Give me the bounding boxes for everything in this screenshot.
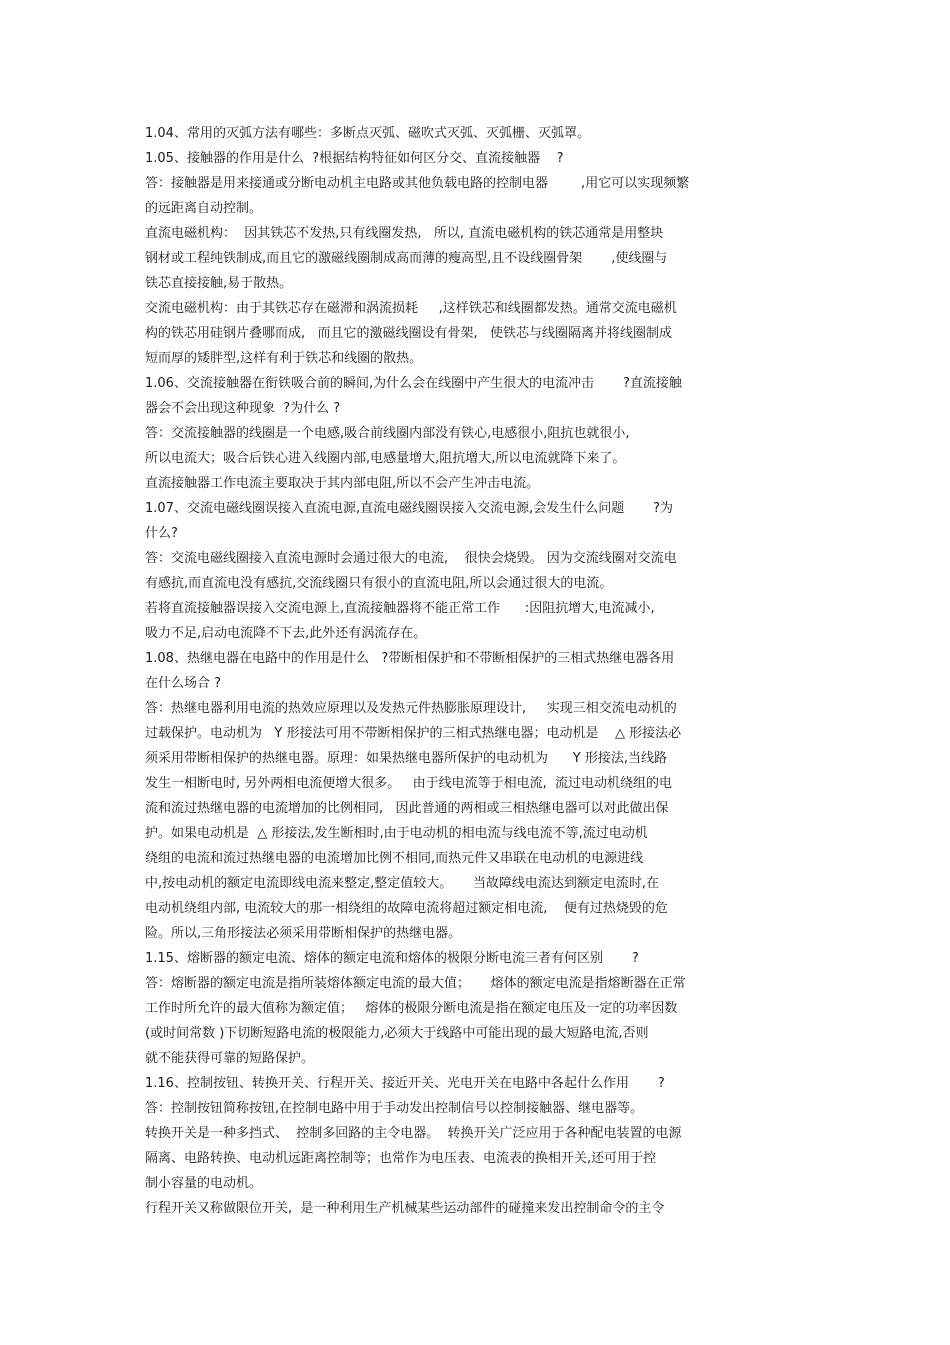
text-line: 护。如果电动机是 △ 形接法,发生断相时,由于电动机的相电流与线电流不等,流过电动机 bbox=[145, 826, 648, 841]
text-line: 绕组的电流和流过热继电器的电流增加比例不相同,而热元件又串联在电动机的电源进线 bbox=[145, 851, 644, 866]
text-line: 1.16、控制按钮、转换开关、行程开关、接近开关、光电开关在电路中各起什么作用 ? bbox=[145, 1076, 665, 1091]
text-line: 工作时所允许的最大值称为额定值； 熔体的极限分断电流是指在额定电压及一定的功率因数 bbox=[145, 1001, 678, 1016]
text-line: 的远距离自动控制。 bbox=[145, 201, 263, 216]
text-line: 直流电磁机构： 因其铁芯不发热,只有线圈发热, 所以, 直流电磁机构的铁芯通常是用整块 bbox=[145, 226, 664, 241]
text-line: 答：控制按钮简称按钮,在控制电路中用于手动发出控制信号以控制接触器、继电器等。 bbox=[145, 1101, 644, 1116]
text-line: 交流电磁机构：由于其铁芯存在磁滞和涡流损耗 ,这样铁芯和线圈都发热。通常交流电磁机 bbox=[145, 301, 677, 316]
text-line: 铁芯直接接触,易于散热。 bbox=[145, 276, 293, 291]
text-line: 钢材或工程纯铁制成,而且它的激磁线圈制成高而薄的瘦高型,且不设线圈骨架 ,使线圈与 bbox=[145, 251, 668, 266]
text-line: 短而厚的矮胖型,这样有利于铁芯和线圈的散热。 bbox=[145, 351, 423, 366]
text-line: (或时间常数 )下切断短路电流的极限能力,必须大于线路中可能出现的最大短路电流,否则 bbox=[145, 1026, 649, 1041]
text-line: 有感抗,而直流电没有感抗,交流线圈只有很小的直流电阻,所以会通过很大的电流。 bbox=[145, 576, 613, 591]
text-line: 须采用带断相保护的热继电器。原理：如果热继电器所保护的电动机为 Y 形接法,当线路 bbox=[145, 751, 668, 766]
text-line: 中,按电动机的额定电流即线电流来整定,整定值较大。 当故障线电流达到额定电流时,在 bbox=[145, 876, 660, 891]
text-line: 制小容量的电动机。 bbox=[145, 1176, 263, 1191]
text-line: 所以电流大；吸合后铁心进入线圈内部,电感量增大,阻抗增大,所以电流就降下来了。 bbox=[145, 451, 626, 466]
text-line: 隔离、电路转换、电动机远距离控制等；也常作为电压表、电流表的换相开关,还可用于控 bbox=[145, 1151, 657, 1166]
text-line: 1.04、常用的灭弧方法有哪些：多断点灭弧、磁吹式灭弧、灭弧栅、灭弧罩。 bbox=[145, 126, 590, 141]
text-line: 吸力不足,启动电流降不下去,此外还有涡流存在。 bbox=[145, 626, 427, 641]
text-line: 1.08、热继电器在电路中的作用是什么 ?带断相保护和不带断相保护的三相式热继电器各用 bbox=[145, 651, 675, 666]
text-line: 就不能获得可靠的短路保护。 bbox=[145, 1051, 315, 1066]
text-line: 答：交流电磁线圈接入直流电源时会通过很大的电流, 很快会烧毁。 因为交流线圈对交流电 bbox=[145, 551, 677, 566]
text-line: 险。所以,三角形接法必须采用带断相保护的热继电器。 bbox=[145, 926, 462, 941]
text-line: 流和流过热继电器的电流增加的比例相同, 因此普通的两相或三相热继电器可以对此做出保 bbox=[145, 801, 669, 816]
text-line: 器会不会出现这种现象 ?为什么 ? bbox=[145, 401, 341, 416]
document-body bbox=[145, 121, 805, 1221]
text-line: 过载保护。电动机为 Y 形接法可用不带断相保护的三相式热继电器；电动机是 △ 形接法必 bbox=[145, 726, 682, 741]
text-line: 在什么场合 ? bbox=[145, 676, 222, 691]
text-line: 若将直流接触器误接入交流电源上,直流接触器将不能正常工作 :因阻抗增大,电流减小, bbox=[145, 601, 655, 616]
text-line: 答：接触器是用来接通或分断电动机主电路或其他负载电路的控制电器 ,用它可以实现频繁 bbox=[145, 176, 690, 191]
text-line: 1.06、交流接触器在衔铁吸合前的瞬间,为什么会在线圈中产生很大的电流冲击 ?直流接触 bbox=[145, 376, 682, 391]
text-line: 转换开关是一种多挡式、 控制多回路的主令电器。 转换开关广泛应用于各种配电装置的电源 bbox=[145, 1126, 682, 1141]
text-line: 行程开关又称做限位开关, 是一种利用生产机械某些运动部件的碰撞来发出控制命令的主令 bbox=[145, 1201, 665, 1216]
text-line: 答：热继电器利用电流的热效应原理以及发热元件热膨胀原理设计, 实现三相交流电动机的 bbox=[145, 701, 677, 716]
text-line: 1.05、接触器的作用是什么 ?根据结构特征如何区分交、直流接触器 ? bbox=[145, 151, 564, 166]
text-line: 什么? bbox=[145, 526, 178, 541]
text-line: 答：交流接触器的线圈是一个电感,吸合前线圈内部没有铁心,电感很小,阻抗也就很小, bbox=[145, 426, 630, 441]
text-line: 答：熔断器的额定电流是指所装熔体额定电流的最大值； 熔体的额定电流是指熔断器在正常 bbox=[145, 976, 686, 991]
text-line: 1.07、交流电磁线圈误接入直流电源,直流电磁线圈误接入交流电源,会发生什么问题 ?为 bbox=[145, 501, 674, 516]
text-line: 1.15、熔断器的额定电流、熔体的额定电流和熔体的极限分断电流三者有何区别 ? bbox=[145, 951, 639, 966]
text-line: 电动机绕组内部, 电流较大的那一相绕组的故障电流将超过额定相电流, 便有过热烧毁的危 bbox=[145, 901, 668, 916]
text-line: 构的铁芯用硅钢片叠哪而成, 而且它的激磁线圈设有骨架, 使铁芯与线圈隔离并将线圈制成 bbox=[145, 326, 673, 341]
text-line: 发生一相断电时, 另外两相电流便增大很多。 由于线电流等于相电流, 流过电动机绕组的电 bbox=[145, 776, 673, 791]
text-line: 直流接触器工作电流主要取决于其内部电阻,所以不会产生冲击电流。 bbox=[145, 476, 540, 491]
